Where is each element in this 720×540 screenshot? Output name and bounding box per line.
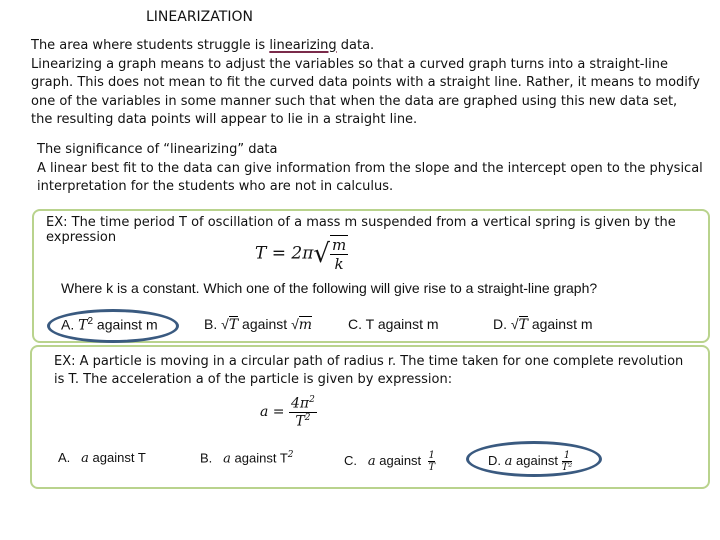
significance-section: [37, 141, 707, 197]
example1-option-a[interactable]: A. $T^2$ against m: [61, 316, 158, 334]
example2-statement: EX: A particle is moving in a circular path of radius r. The time taken for one complete revolution is T. The acceleration a of the particle is given by expression:: [54, 354, 684, 387]
example2-option-d[interactable]: D. a against $\frac{1}{\text{T²}}$: [488, 450, 573, 473]
example2-option-c[interactable]: C. a against $\frac{1}{T}$: [344, 450, 436, 473]
significance-heading: The significance of “linearizing” data: [37, 142, 278, 157]
example1-option-b[interactable]: B. √T against √m: [204, 316, 313, 333]
example2-option-a[interactable]: A. a against T: [58, 450, 146, 466]
example2-option-b[interactable]: B. a against $T^2$: [200, 450, 294, 467]
intro-paragraph: [31, 37, 701, 130]
example1-statement: EX: The time period T of oscillation of a mass m suspended from a vertical spring is given by the expression: [46, 215, 676, 245]
example1-question: Where k is a constant. Which one of the following will give rise to a straight-line graph?: [61, 280, 598, 296]
linearizing-underlined: linearizing: [269, 38, 337, 53]
intro-body: Linearizing a graph means to adjust the variables so that a curved graph turns into a straight-line graph. This does not mean to fit the curved data points with a straight line. Rather, it means to modify one of the variables in some manner such that when the data are graphed using this new data set, the resulting data points will appear to lie in a straight line.: [31, 56, 700, 127]
example1-option-c[interactable]: C. T against m: [348, 316, 439, 332]
example1-option-d[interactable]: D. √T against m: [493, 316, 593, 333]
significance-body: A linear best fit to the data can give information from the slope and the intercept open to the physical interpretation for the students who are not in calculus.: [37, 160, 703, 194]
example2-equation: a = $\frac{4\pi^2}{T^2}$: [260, 395, 315, 430]
example1-equation: T = 2π√ $\frac{m}{k}$: [255, 236, 347, 273]
page-title: LINEARIZATION: [146, 9, 253, 25]
intro-line1: The area where students struggle is linearizing data.: [31, 38, 375, 53]
